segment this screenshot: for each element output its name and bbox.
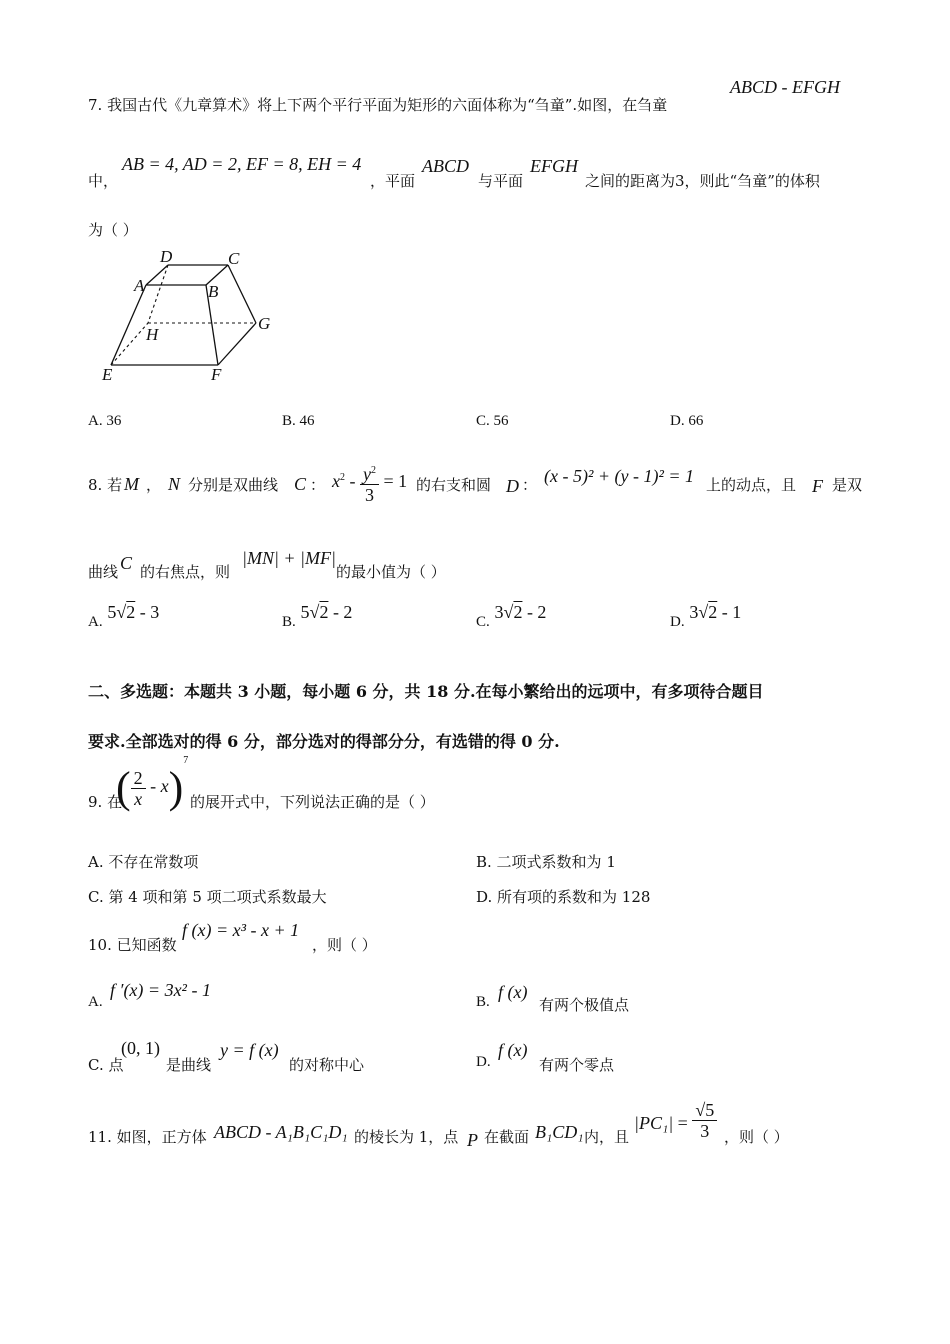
q8-F: F bbox=[812, 476, 823, 496]
q8-t4: 是双 bbox=[832, 476, 863, 494]
q9-fraction bbox=[131, 768, 146, 809]
q7-option-d: D. 66 bbox=[670, 413, 704, 429]
q11-eq: = bbox=[673, 1112, 693, 1133]
q8-M: M bbox=[124, 474, 139, 494]
q8-option-d bbox=[670, 602, 742, 631]
q8-sep1: ， bbox=[146, 476, 162, 494]
q11-suffix: ，则（ ） bbox=[724, 1128, 789, 1146]
q8-expr: |MN| + |MF| bbox=[242, 548, 336, 568]
q8-option-c-label: C. bbox=[476, 614, 490, 630]
q8-option-c-tail: - 2 bbox=[522, 602, 547, 622]
q10-func: f (x) = x³ - x + 1 bbox=[182, 920, 300, 940]
q9-minus-x: - x bbox=[150, 776, 169, 797]
q9-prefix: 9. 在 bbox=[88, 793, 123, 811]
q10-suffix: ，则（ ） bbox=[312, 936, 377, 954]
q8-option-d-math: 3√2 - 1 bbox=[689, 602, 742, 622]
q8-option-b-label: B. bbox=[282, 614, 296, 630]
q7-plane2: EFGH bbox=[530, 156, 578, 176]
q8-fraction bbox=[360, 461, 379, 505]
q9-num: 2 bbox=[131, 768, 146, 789]
q9-lparen: ( bbox=[116, 763, 131, 812]
q7-line2-mid2: 与平面 bbox=[478, 172, 524, 190]
q11-fraction bbox=[692, 1100, 717, 1141]
q8-colon: ： bbox=[310, 476, 326, 494]
q8-option-a-rad: 2 bbox=[126, 602, 136, 622]
q8-option-a-math: 5√2 - 3 bbox=[107, 602, 160, 622]
q8-circle-eq: (x - 5)² + (y - 1)² = 1 bbox=[544, 466, 695, 486]
q8-C: C bbox=[294, 474, 307, 494]
label-B: B bbox=[208, 282, 219, 301]
q8-N: N bbox=[168, 474, 181, 494]
q10-option-c-text2: 的对称中心 bbox=[289, 1056, 365, 1074]
q7-given: AB = 4, AD = 2, EF = 8, EH = 4 bbox=[122, 154, 362, 174]
q9-suffix: 的展开式中，下列说法正确的是（ ） bbox=[190, 793, 435, 811]
q10-option-b-math: f (x) bbox=[498, 982, 528, 1002]
q8-t2: 的右支和圆 bbox=[416, 476, 492, 494]
q10-option-c-curve: y = f (x) bbox=[220, 1040, 279, 1060]
q7-option-b: B. 46 bbox=[282, 413, 315, 429]
q11-prefix: 11. 如图，正方体 bbox=[88, 1128, 207, 1146]
edge-AE bbox=[111, 285, 146, 365]
q8-option-b bbox=[282, 602, 353, 631]
q10-option-a-math: f ′(x) = 3x² - 1 bbox=[110, 980, 211, 1000]
label-C: C bbox=[228, 249, 240, 268]
q9-exp: 7 bbox=[183, 755, 189, 767]
q10-option-b-text: 有两个极值点 bbox=[539, 996, 630, 1014]
label-A: A bbox=[134, 276, 145, 295]
q7-line1: 7. 我国古代《九章算术》将上下两个平行平面为矩形的六面体称为“刍童”.如图，在刍童 bbox=[88, 96, 668, 114]
q8-t3: 上的动点，且 bbox=[706, 476, 797, 494]
q10-prefix: 10. 已知函数 bbox=[88, 936, 177, 954]
q8-option-d-tail: - 1 bbox=[717, 602, 742, 622]
q9-option-b: B. 二项式系数和为 1 bbox=[476, 853, 616, 871]
q9-rparen: ) bbox=[168, 763, 184, 812]
edge-FG bbox=[218, 323, 256, 365]
q8-x-exp: 2 bbox=[340, 472, 345, 484]
q8-option-d-coef: 3 bbox=[689, 602, 699, 622]
q7-solid-name: ABCD - EFGH bbox=[730, 77, 840, 97]
q7-line3: 为（ ） bbox=[88, 221, 138, 239]
edge-EH bbox=[111, 323, 148, 365]
q8-option-c-coef: 3 bbox=[494, 602, 504, 622]
q10-option-a-label: A. bbox=[88, 994, 103, 1010]
q8-colon2: ： bbox=[522, 476, 538, 494]
q8-line2-t2: 的最小值为（ ） bbox=[336, 563, 446, 581]
q11-t2: 在截面 bbox=[484, 1128, 530, 1146]
q10-option-c-text1: 是曲线 bbox=[166, 1056, 212, 1074]
q7-line2-suffix: 之间的距离为3，则此“刍童”的体积 bbox=[585, 172, 820, 190]
q11-condition bbox=[634, 1100, 717, 1141]
q11-P: P bbox=[467, 1130, 478, 1150]
q7-line2-prefix: 中， bbox=[88, 172, 119, 190]
q11-t1: 的棱长为 1，点 bbox=[354, 1128, 459, 1146]
label-F: F bbox=[211, 365, 222, 384]
q8-y-exp: 2 bbox=[371, 465, 376, 476]
q8-option-d-rad: 2 bbox=[708, 602, 718, 622]
q11-section: B₁CD₁ bbox=[535, 1122, 584, 1142]
label-D: D bbox=[160, 247, 173, 266]
q8-option-b-coef: 5 bbox=[300, 602, 310, 622]
q8-option-a bbox=[88, 602, 160, 631]
q7-option-a: A. 36 bbox=[88, 413, 122, 429]
q9-option-a: A. 不存在常数项 bbox=[88, 853, 199, 871]
q9-binomial bbox=[116, 755, 189, 812]
edge-CG bbox=[228, 265, 256, 323]
q8-y: y bbox=[363, 464, 371, 484]
q8-option-a-coef: 5 bbox=[107, 602, 117, 622]
q8-prefix: 8. 若 bbox=[88, 476, 123, 494]
q8-D: D bbox=[506, 476, 519, 496]
q8-option-b-rad: 2 bbox=[319, 602, 329, 622]
q9-option-d: D. 所有项的系数和为 128 bbox=[476, 888, 651, 906]
q8-option-c bbox=[476, 602, 547, 631]
label-G: G bbox=[258, 314, 271, 333]
q8-C2: C bbox=[120, 553, 133, 573]
q9-option-c: C. 第 4 项和第 5 项二项式系数最大 bbox=[88, 888, 327, 906]
q7-line2-mid1: ，平面 bbox=[370, 172, 416, 190]
q9-den: x bbox=[134, 788, 143, 809]
q10-option-c-label: C. 点 bbox=[88, 1056, 124, 1074]
q8-line2-t1: 的右焦点，则 bbox=[140, 563, 231, 581]
q11-den: 3 bbox=[700, 1121, 710, 1141]
q8-option-c-math: 3√2 - 2 bbox=[494, 602, 547, 622]
label-E: E bbox=[102, 365, 113, 384]
q7-frustum-figure bbox=[96, 245, 286, 390]
edge-AD bbox=[146, 265, 168, 285]
section2-heading-line2: 要求.全部选对的得 6 分，部分选对的得部分分，有选错的得 0 分. bbox=[88, 732, 560, 751]
q10-option-d-label: D. bbox=[476, 1054, 491, 1070]
q11-cube: ABCD - A₁B₁C₁D₁ bbox=[214, 1122, 348, 1142]
q7-option-c: C. 56 bbox=[476, 413, 509, 429]
q7-plane1: ABCD bbox=[422, 156, 469, 176]
q8-line2-prefix: 曲线 bbox=[88, 563, 119, 581]
q8-t1: 分别是双曲线 bbox=[188, 476, 279, 494]
q8-frac-den: 3 bbox=[365, 485, 374, 505]
q8-option-a-label: A. bbox=[88, 614, 103, 630]
q11-t3: 内，且 bbox=[584, 1128, 630, 1146]
q8-option-b-tail: - 2 bbox=[328, 602, 353, 622]
section2-heading-line1: 二、多选题：本题共 3 小题，每小题 6 分，共 18 分.在每小繁给出的远项中，有多项待合题目 bbox=[88, 682, 764, 701]
q8-eq1: = 1 bbox=[379, 471, 408, 492]
q8-minus: - bbox=[345, 471, 360, 492]
label-H: H bbox=[146, 325, 159, 344]
q11-abs: |PC₁| bbox=[634, 1112, 674, 1133]
q8-option-b-math: 5√2 - 2 bbox=[300, 602, 353, 622]
q10-option-d-text: 有两个零点 bbox=[539, 1056, 615, 1074]
q11-num: √5 bbox=[692, 1100, 717, 1121]
q8-x: x bbox=[332, 471, 340, 492]
q8-option-d-label: D. bbox=[670, 614, 685, 630]
q10-option-b-label: B. bbox=[476, 994, 490, 1010]
q8-option-a-tail: - 3 bbox=[135, 602, 160, 622]
q8-option-c-rad: 2 bbox=[513, 602, 523, 622]
q8-hyperbola bbox=[332, 461, 407, 505]
q10-option-c-point: (0, 1) bbox=[121, 1038, 160, 1058]
q10-option-d-math: f (x) bbox=[498, 1040, 528, 1060]
